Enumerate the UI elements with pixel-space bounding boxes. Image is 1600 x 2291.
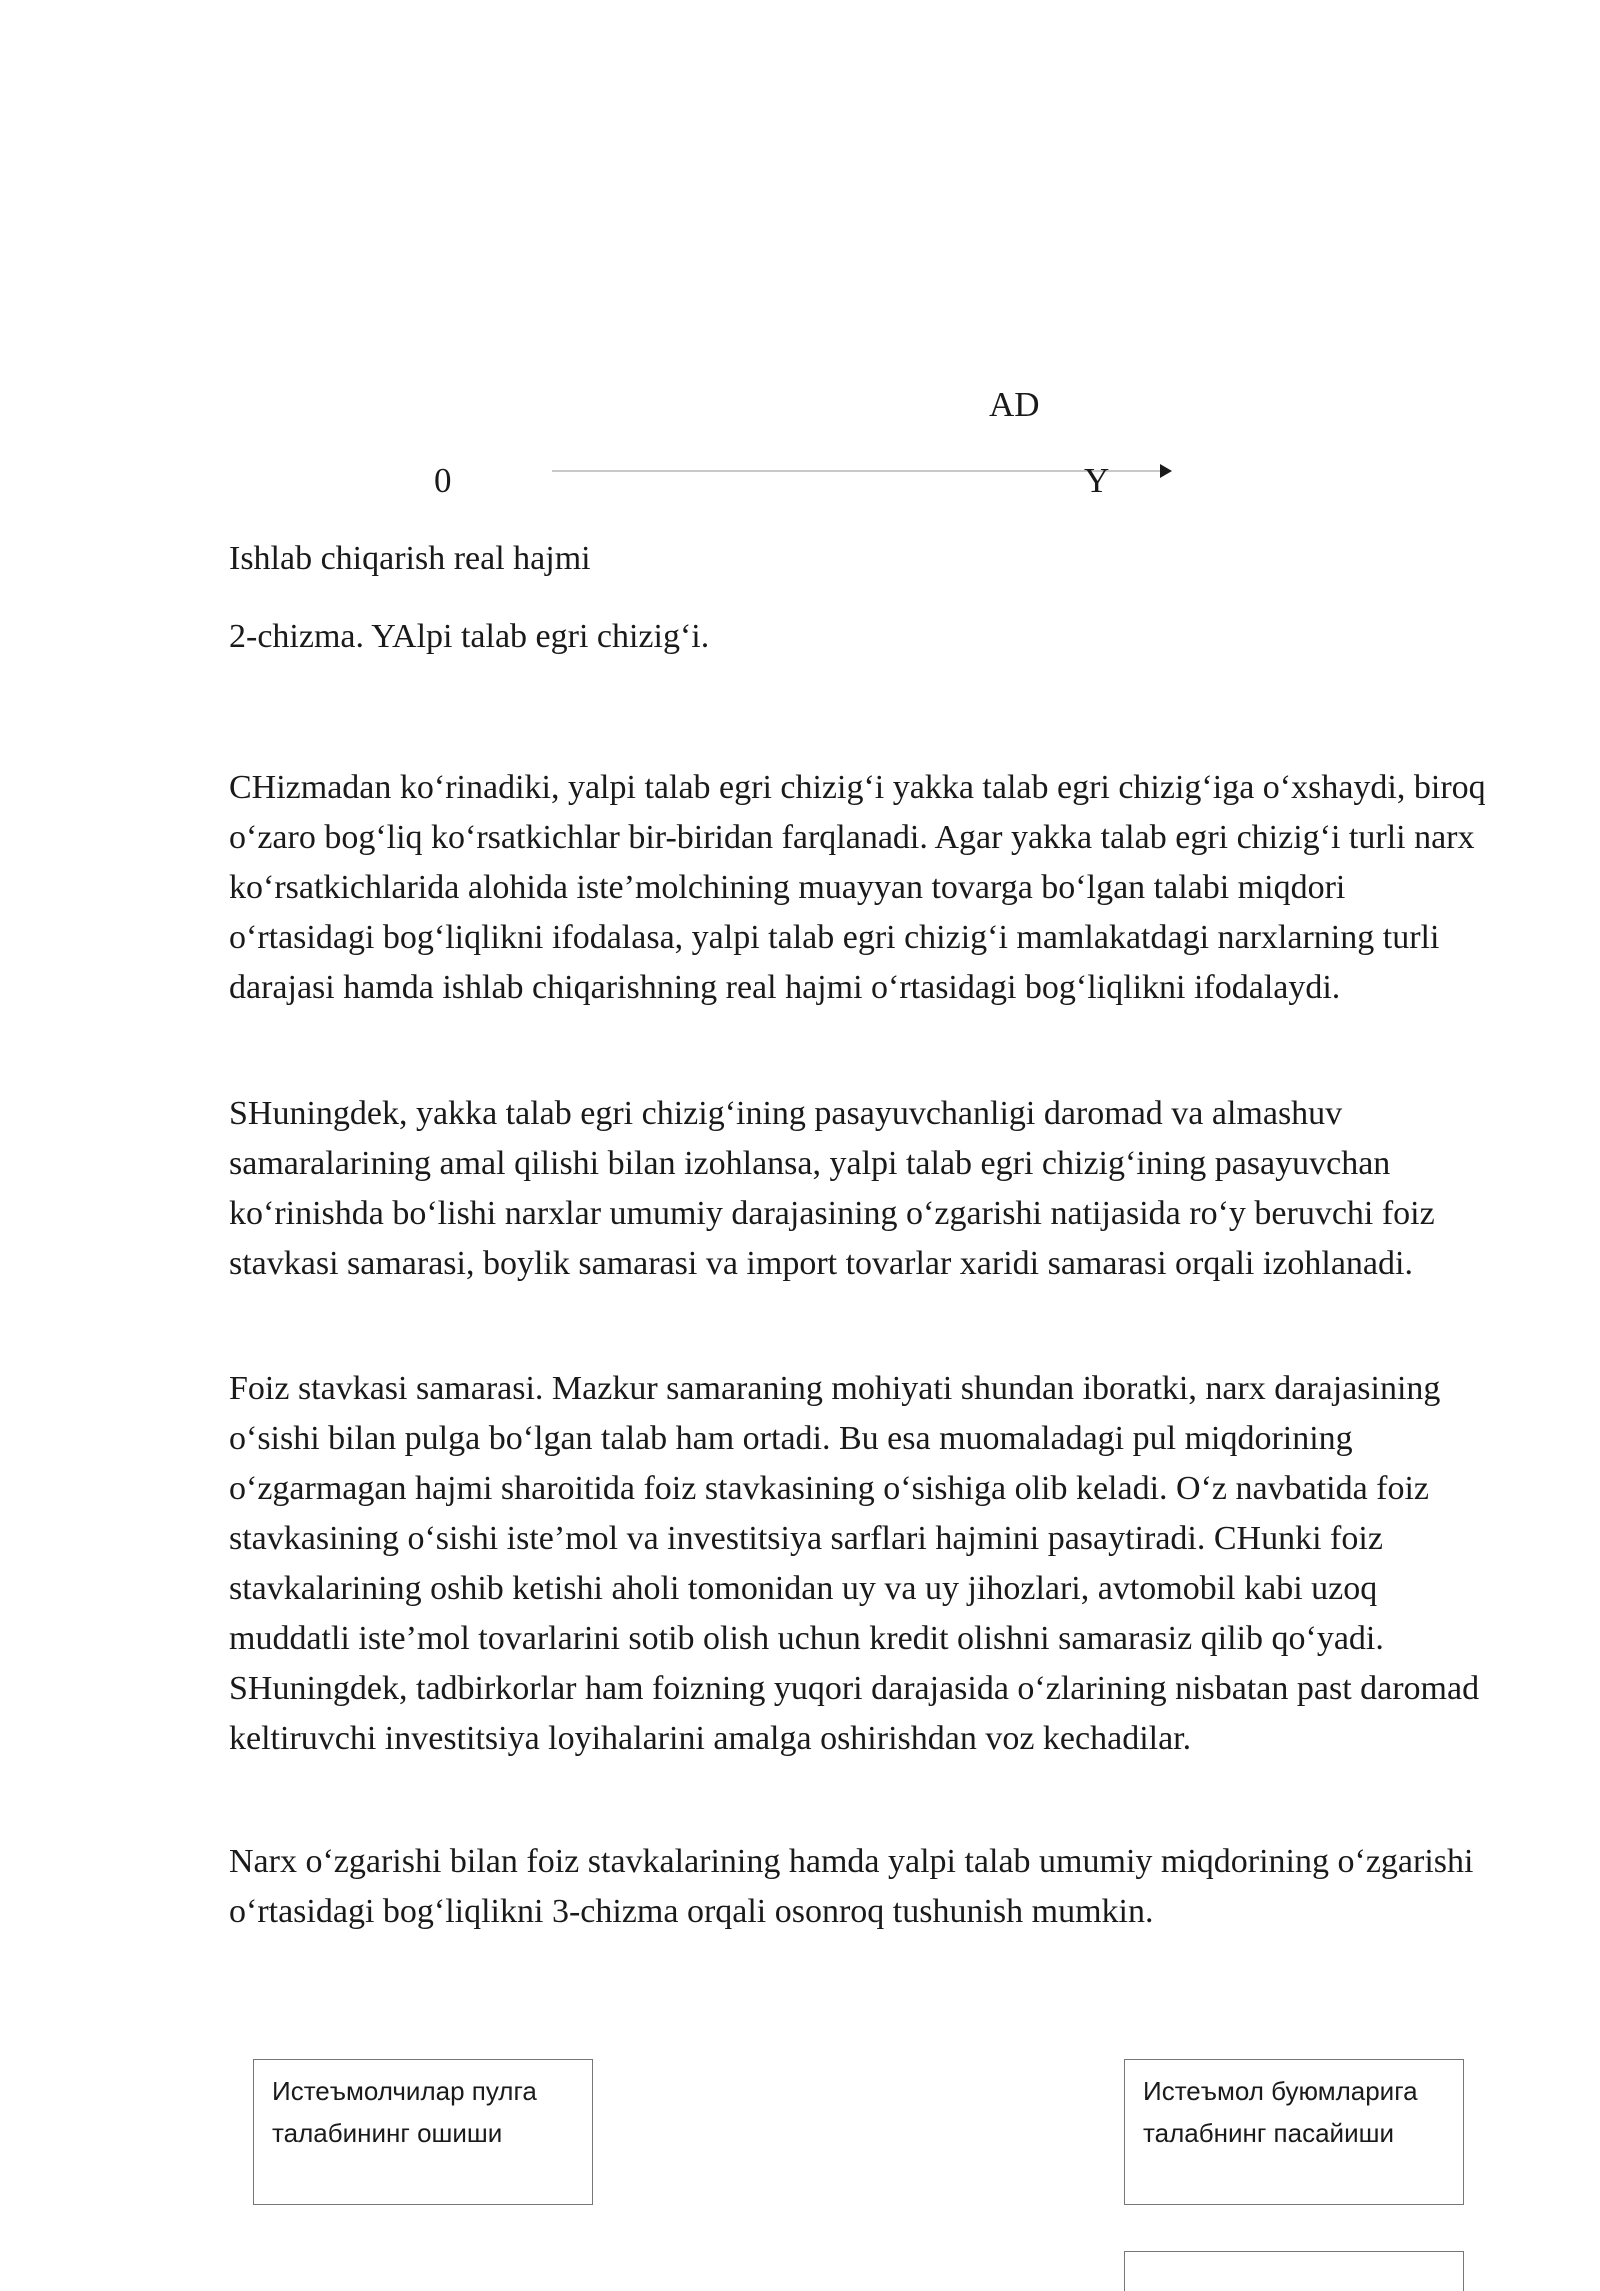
x-axis-label: Y [1084, 461, 1110, 500]
diagram-box-consumer-demand: Истеъмол буюмларига талабнинг пасайиши [1124, 2059, 1464, 2205]
origin-label: 0 [434, 461, 452, 500]
paragraph-4: Narx o‘zgarishi bilan foiz stavkalarining hamda yalpi talab umumiy miqdorining o‘zgarishi o‘rtasidagi bog‘liqlikni 3-chizma orqali osonroq tushunish mumkin. [229, 1843, 1474, 1930]
diagram-box-money-demand: Истеъмолчилар пулга талабининг ошиши [253, 2059, 593, 2205]
axis-title: Ishlab chiqarish real hajmi [229, 540, 591, 577]
x-axis-arrow-icon [1160, 464, 1172, 478]
x-axis-line [552, 470, 1164, 472]
paragraph-2: SHuningdek, yakka talab egri chizig‘ining pasayuvchanligi daromad va almashuv samaralarining amal qilishi bilan izohlansa, yalpi talab egri chizig‘ining pasayuvchan ko‘rinishda bo‘lishi narxlar umumiy darajasining o‘zgarishi natijasida ro‘y beruvchi foiz stavkasi samarasi, boylik samarasi va import tovarlar xaridi samarasi orqali izohlanadi. [229, 1095, 1435, 1282]
paragraph-3: Foiz stavkasi samarasi. Mazkur samaraning mohiyati shundan iboratki, narx darajasining o‘sishi bilan pulga bo‘lgan talab ham ortadi. Bu esa muomaladagi pul miqdorining o‘zgarmagan hajmi sharoitida foiz stavkasining o‘sishiga olib keladi. O‘z navbatida foiz stavkasining o‘sishi iste’mol va investitsiya sarflari hajmini pasaytiradi. CHunki foiz stavkalarining oshib ketishi aholi tomonidan uy va uy jihozlari, avtomobil kabi uzoq muddatli iste’mol tovarlarini sotib olish uchun kredit olishni samarasiz qilib qo‘yadi. SHuningdek, tadbirkorlar ham foizning yuqori darajasida o‘zlarining nisbatan past daromad keltiruvchi investitsiya loyihalarini amalga oshirishdan voz kechadilar. [229, 1370, 1480, 1757]
paragraph-1: CHizmadan ko‘rinadiki, yalpi talab egri chizig‘i yakka talab egri chizig‘iga o‘xshaydi, biroq o‘zaro bog‘liq ko‘rsatkichlar bir-biridan farqlanadi. Agar yakka talab egri chizig‘i turli narx ko‘rsatkichlarida alohida iste’molchining muayyan tovarga bo‘lgan talabi miqdori o‘rtasidagi bog‘liqlikni ifodalasa, yalpi talab egri chizig‘i mamlakatdagi narxlarning turli darajasi hamda ishlab chiqarishning real hajmi o‘rtasidagi bog‘liqlikni ifodalaydi. [229, 769, 1486, 1006]
figure-caption: 2-chizma. YAlpi talab egri chizig‘i. [229, 618, 710, 655]
ad-curve-label: AD [989, 385, 1040, 424]
diagram-box-partial [1124, 2251, 1464, 2291]
